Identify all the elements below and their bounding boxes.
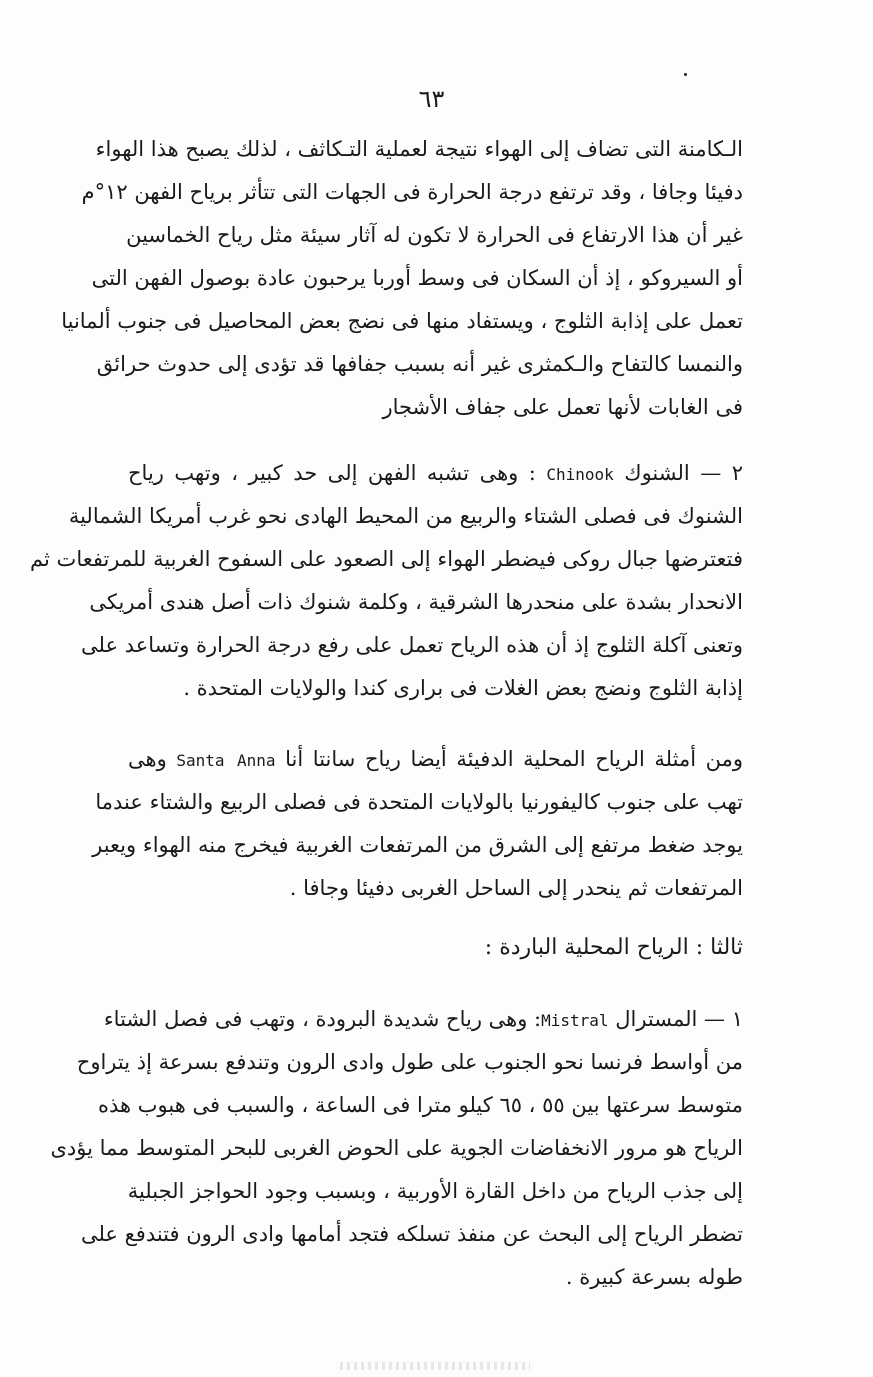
text-line: من أواسط فرنسا نحو الجنوب على طول وادى الرون وتندفع بسرعة إذ يتراوح bbox=[76, 1050, 743, 1074]
text-line: وتعنى آكلة الثلوج إذ أن هذه الرياح تعمل على رفع درجة الحرارة وتساعد على bbox=[81, 633, 743, 657]
scan-artifact bbox=[340, 1362, 530, 1370]
text-line: والنمسا كالتفاح والـكمثرى غير أنه بسبب جفافها قد تؤدى إلى حدوث حرائق bbox=[96, 352, 743, 376]
text-line: فى الغابات لأنها تعمل على جفاف الأشجار bbox=[382, 395, 743, 419]
text-line: غير أن هذا الارتفاع فى الحرارة لا تكون له آثار سيئة مثل رياح الخماسين bbox=[126, 223, 743, 247]
text-line: أو السيروكو ، إذ أن السكان فى وسط أوربا يرحبون عادة بوصول الفهن التى bbox=[91, 266, 743, 290]
text-line: دفيئا وجافا ، وقد ترتفع درجة الحرارة فى الجهات التى تتأثر برياح الفهن ١٢°م bbox=[81, 180, 743, 204]
latin-term: Chinook bbox=[546, 465, 614, 484]
latin-term: Mistral bbox=[541, 1011, 609, 1030]
mistral-heading: ١ — المسترال bbox=[615, 1007, 743, 1031]
text-line: الرياح هو مرور الانخفاضات الجوية على الحوض الغربى للبحر المتوسط مما يؤدى bbox=[50, 1136, 743, 1160]
latin-term: Santa Anna bbox=[176, 751, 276, 770]
text-line: تهب على جنوب كاليفورنيا بالولايات المتحدة فى فصلى الربيع والشتاء عندما bbox=[95, 790, 743, 814]
paragraph-santa-anna bbox=[92, 738, 743, 910]
section-heading: ثالثا : الرياح المحلية الباردة : bbox=[484, 935, 743, 960]
paragraph-mistral bbox=[50, 998, 743, 1299]
line-start: ومن أمثلة الرياح المحلية الدفيئة أيضا رياح سانتا أنا bbox=[285, 747, 743, 771]
text-line: يوجد ضغط مرتفع إلى الشرق من المرتفعات الغربية فيخرج منه الهواء ويعبر bbox=[92, 833, 743, 857]
paragraph-chinook bbox=[30, 452, 743, 710]
text-line: إلى جذب الرياح من داخل القارة الأوربية ، وبسبب وجود الحواجز الجبلية bbox=[127, 1179, 743, 1203]
text-line: إذابة الثلوج ونضج بعض الغلات فى برارى كندا والولايات المتحدة . bbox=[183, 676, 743, 700]
text-line: الانحدار بشدة على منحدرها الشرقية ، وكلمة شنوك ذات أصل هندى أمريكى bbox=[89, 590, 743, 614]
text-line: تضطر الرياح إلى البحث عن منفذ تسلكه فتجد أمامها وادى الرون فتندفع على bbox=[80, 1222, 743, 1246]
text-line bbox=[103, 998, 743, 1041]
page-number: ٦٣ bbox=[418, 85, 445, 113]
line-continuation: وهى bbox=[128, 747, 167, 771]
text-line: متوسط سرعتها بين ٥٥ ، ٦٥ كيلو مترا فى الساعة ، والسبب فى هبوب هذه bbox=[98, 1093, 743, 1117]
text-line: المرتفعات ثم ينحدر إلى الساحل الغربى دفيئا وجافا . bbox=[289, 876, 743, 900]
text-line bbox=[128, 452, 743, 495]
chinook-heading: ٢ — الشنوك bbox=[624, 461, 743, 485]
text-line: فتعترضها جبال روكى فيضطر الهواء إلى الصعود على السفوح الغربية للمرتفعات ثم bbox=[30, 547, 743, 571]
ink-dot bbox=[684, 73, 687, 76]
line-continuation: : وهى رياح شديدة البرودة ، وتهب فى فصل الشتاء bbox=[103, 1007, 542, 1031]
text-line: طوله بسرعة كبيرة . bbox=[565, 1265, 743, 1289]
text-line: تعمل على إذابة الثلوج ، ويستفاد منها فى نضج بعض المحاصيل فى جنوب ألمانيا bbox=[61, 309, 743, 333]
text-line: الشنوك فى فصلى الشتاء والربيع من المحيط الهادى نحو غرب أمريكا الشمالية bbox=[68, 504, 743, 528]
line-continuation: : وهى تشبه الفهن إلى حد كبير ، وتهب رياح bbox=[128, 461, 536, 485]
paragraph-foehn-effects bbox=[61, 128, 743, 429]
text-line: الـكامنة التى تضاف إلى الهواء نتيجة لعملية التـكاثف ، لذلك يصبح هذا الهواء bbox=[95, 137, 743, 161]
text-line bbox=[128, 738, 743, 781]
